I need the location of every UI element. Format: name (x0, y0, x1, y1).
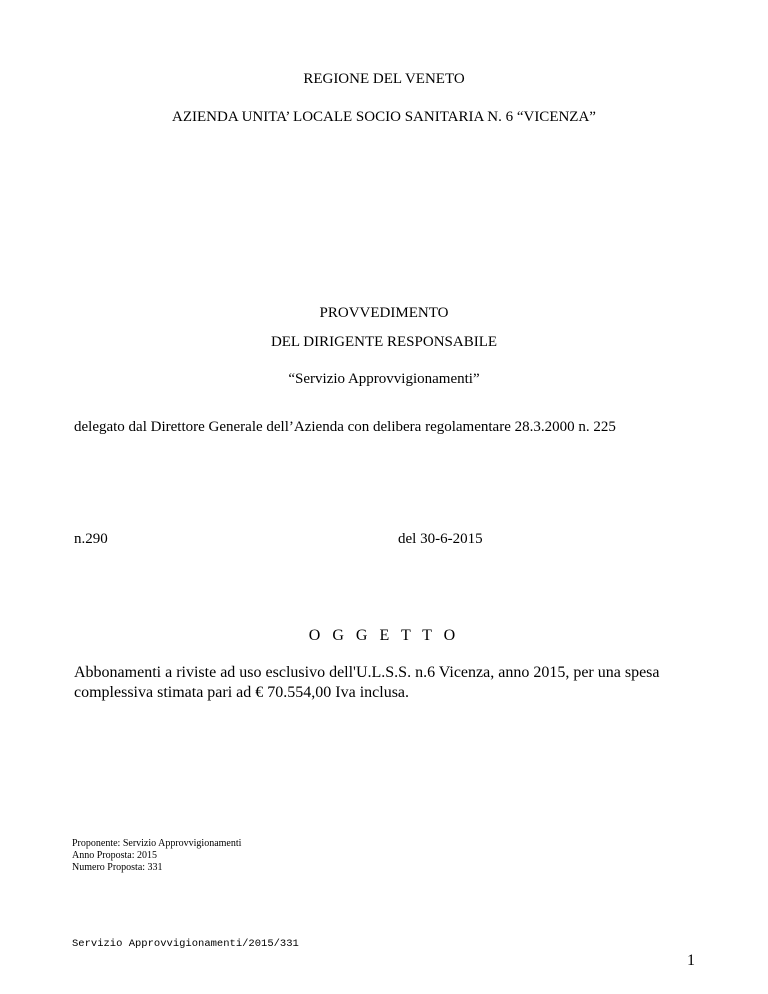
service-name: “Servizio Approvvigionamenti” (288, 371, 480, 387)
oggetto-label: O G G E T T O (308, 627, 460, 644)
provvedimento-title: PROVVEDIMENTO (319, 305, 449, 321)
oggetto-line-1: Abbonamenti a riviste ad uso esclusivo dell'U.L.S.S. n.6 Vicenza, anno 2015, per una spesa (74, 664, 660, 681)
provvedimento-number: n.290 (74, 531, 108, 547)
numero-proposta-line: Numero Proposta: 331 (72, 862, 163, 873)
footer-reference: Servizio Approvvigionamenti/2015/331 (72, 938, 299, 950)
agency-heading: AZIENDA UNITA’ LOCALE SOCIO SANITARIA N. 6 “VICENZA” (172, 109, 596, 125)
region-heading: REGIONE DEL VENETO (303, 71, 465, 87)
anno-proposta-line: Anno Proposta: 2015 (72, 850, 157, 861)
proponente-line: Proponente: Servizio Approvvigionamenti (72, 838, 242, 849)
delegation-text: delegato dal Direttore Generale dell’Azienda con delibera regolamentare 28.3.2000 n. 225 (74, 419, 616, 435)
oggetto-line-2: complessiva stimata pari ad € 70.554,00 Iva inclusa. (74, 684, 410, 701)
page-number: 1 (687, 952, 695, 969)
provvedimento-date: del 30-6-2015 (398, 531, 483, 547)
dirigente-subtitle: DEL DIRIGENTE RESPONSABILE (270, 334, 498, 350)
